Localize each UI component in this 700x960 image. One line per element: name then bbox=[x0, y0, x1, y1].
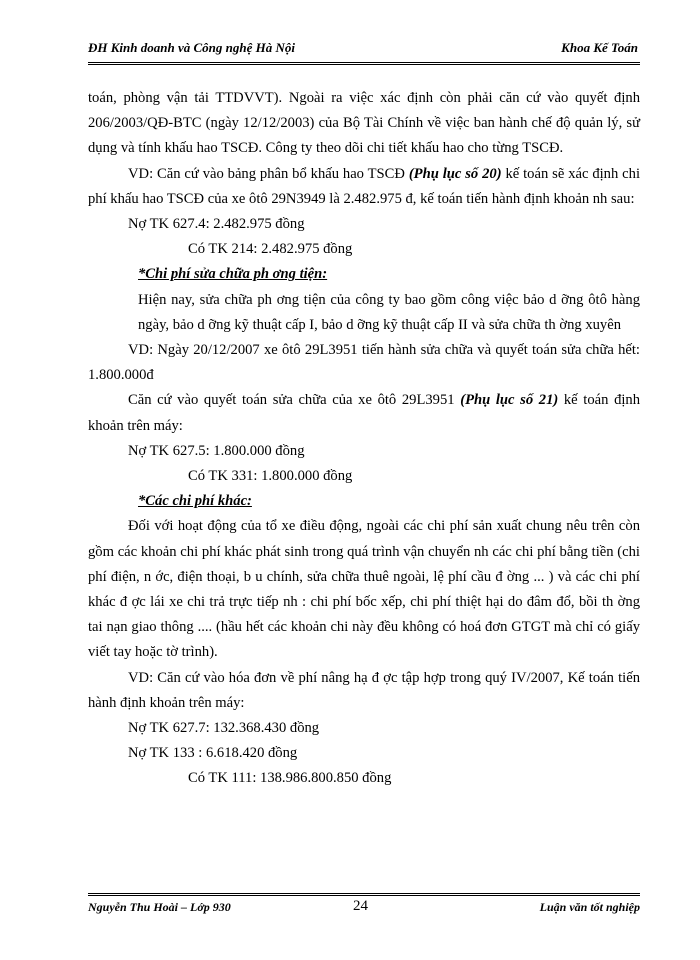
header-university: ĐH Kinh doanh và Công nghệ Hà Nội bbox=[88, 40, 295, 55]
journal-entry-credit: Có TK 331: 1.800.000 đồng bbox=[188, 468, 353, 485]
page-number: 24 bbox=[353, 898, 368, 914]
journal-entry-credit: Có TK 111: 138.986.800.850 đồng bbox=[188, 770, 392, 787]
footer-author: Nguyễn Thu Hoài – Lớp 930 bbox=[88, 900, 231, 914]
paragraph-depreciation-basis: toán, phòng vận tải TTDVVT). Ngoài ra việc xác định còn phải căn cứ vào quyết định 206/2003/QĐ-BTC (ngày 12/12/2003) của Bộ Tài Chính về việc ban hành chế độ quản lý, sử dụng và tính khấu hao TSCĐ. Công ty theo dõi chi tiết khấu hao cho từng TSCĐ. bbox=[88, 90, 640, 157]
paragraph-repair-example: VD: Ngày 20/12/2007 xe ôtô 29L3951 tiến hành sửa chữa và quyết toán sửa chữa hết: 1.800.000đ bbox=[88, 342, 640, 384]
document-page bbox=[88, 38, 640, 918]
section-heading-other-costs: *Các chi phí khác: bbox=[138, 493, 252, 510]
footer-thesis-label: Luận văn tốt nghiệp bbox=[539, 900, 640, 914]
page-body bbox=[88, 86, 640, 792]
paragraph-repair: Hiện nay, sửa chữa ph ơng tiện của công ty bao gồm công việc bảo d ỡng ôtô hàng ngày, bảo d ỡng kỹ thuật cấp I, bảo d ỡng kỹ thuật cấp II và sửa chữa th ờng xuyên bbox=[138, 291, 640, 333]
section-heading-repair: *Chi phí sửa chữa ph ơng tiện: bbox=[138, 266, 328, 283]
journal-entry-debit: Nợ TK 627.4: 2.482.975 đồng bbox=[128, 216, 305, 233]
text-part: Căn cứ vào quyết toán sửa chữa của xe ôtô 29L3951 bbox=[128, 392, 461, 409]
paragraph-other-costs: Đối với hoạt động của tổ xe điều động, ngoài các chi phí sản xuất chung nêu trên còn gồm các khoản chi phí khác phát sinh trong quá trình vận chuyển nh các chi phí bằng tiền (chi phí điện, n ớc, điện thoại, b u chính, sửa chữa thuê ngoài, lệ phí cầu đ ờng ... ) và các chi phí khác đ ợc lái xe chi trả trực tiếp nh : chi phí bốc xếp, chi phí thiệt hại do đâm đổ, bồi th ờng tai nạn giao thông .... (hầu hết các khoản chi này đều không có hoá đơn GTGT mà chỉ có giấy viết tay hoặc tờ trình). bbox=[88, 518, 640, 661]
appendix-reference: (Phụ lục số 20) bbox=[408, 165, 502, 182]
page-header bbox=[88, 38, 640, 65]
header-faculty: Khoa Kế Toán bbox=[561, 40, 638, 55]
appendix-reference: (Phụ lục số 21) bbox=[460, 392, 559, 409]
paragraph-lifting-fee-example: VD: Căn cứ vào hóa đơn về phí nâng hạ đ ợc tập hợp trong quý IV/2007, Kế toán tiến hành định khoản trên máy: bbox=[88, 669, 640, 711]
journal-entry-debit: Nợ TK 627.5: 1.800.000 đồng bbox=[128, 442, 305, 459]
text-part: kế toán sẽ xác định chi phí khấu hao TSCĐ của xe ôtô 29N3949 là 2.482.975 đ, kế toán tiến hành định khoản nh sau: bbox=[88, 165, 640, 207]
text-part: kế toán định khoản trên máy: bbox=[88, 392, 641, 434]
journal-entry-debit: Nợ TK 627.7: 132.368.430 đồng bbox=[128, 720, 320, 737]
page-footer bbox=[88, 893, 640, 918]
paragraph-depreciation-example bbox=[88, 162, 640, 212]
paragraph-repair-settlement bbox=[88, 388, 640, 438]
journal-entry-credit: Có TK 214: 2.482.975 đồng bbox=[188, 241, 353, 258]
text-part: VD: Căn cứ vào bảng phân bổ khấu hao TSCĐ bbox=[128, 165, 409, 182]
journal-entry-debit-vat: Nợ TK 133 : 6.618.420 đồng bbox=[128, 745, 298, 762]
